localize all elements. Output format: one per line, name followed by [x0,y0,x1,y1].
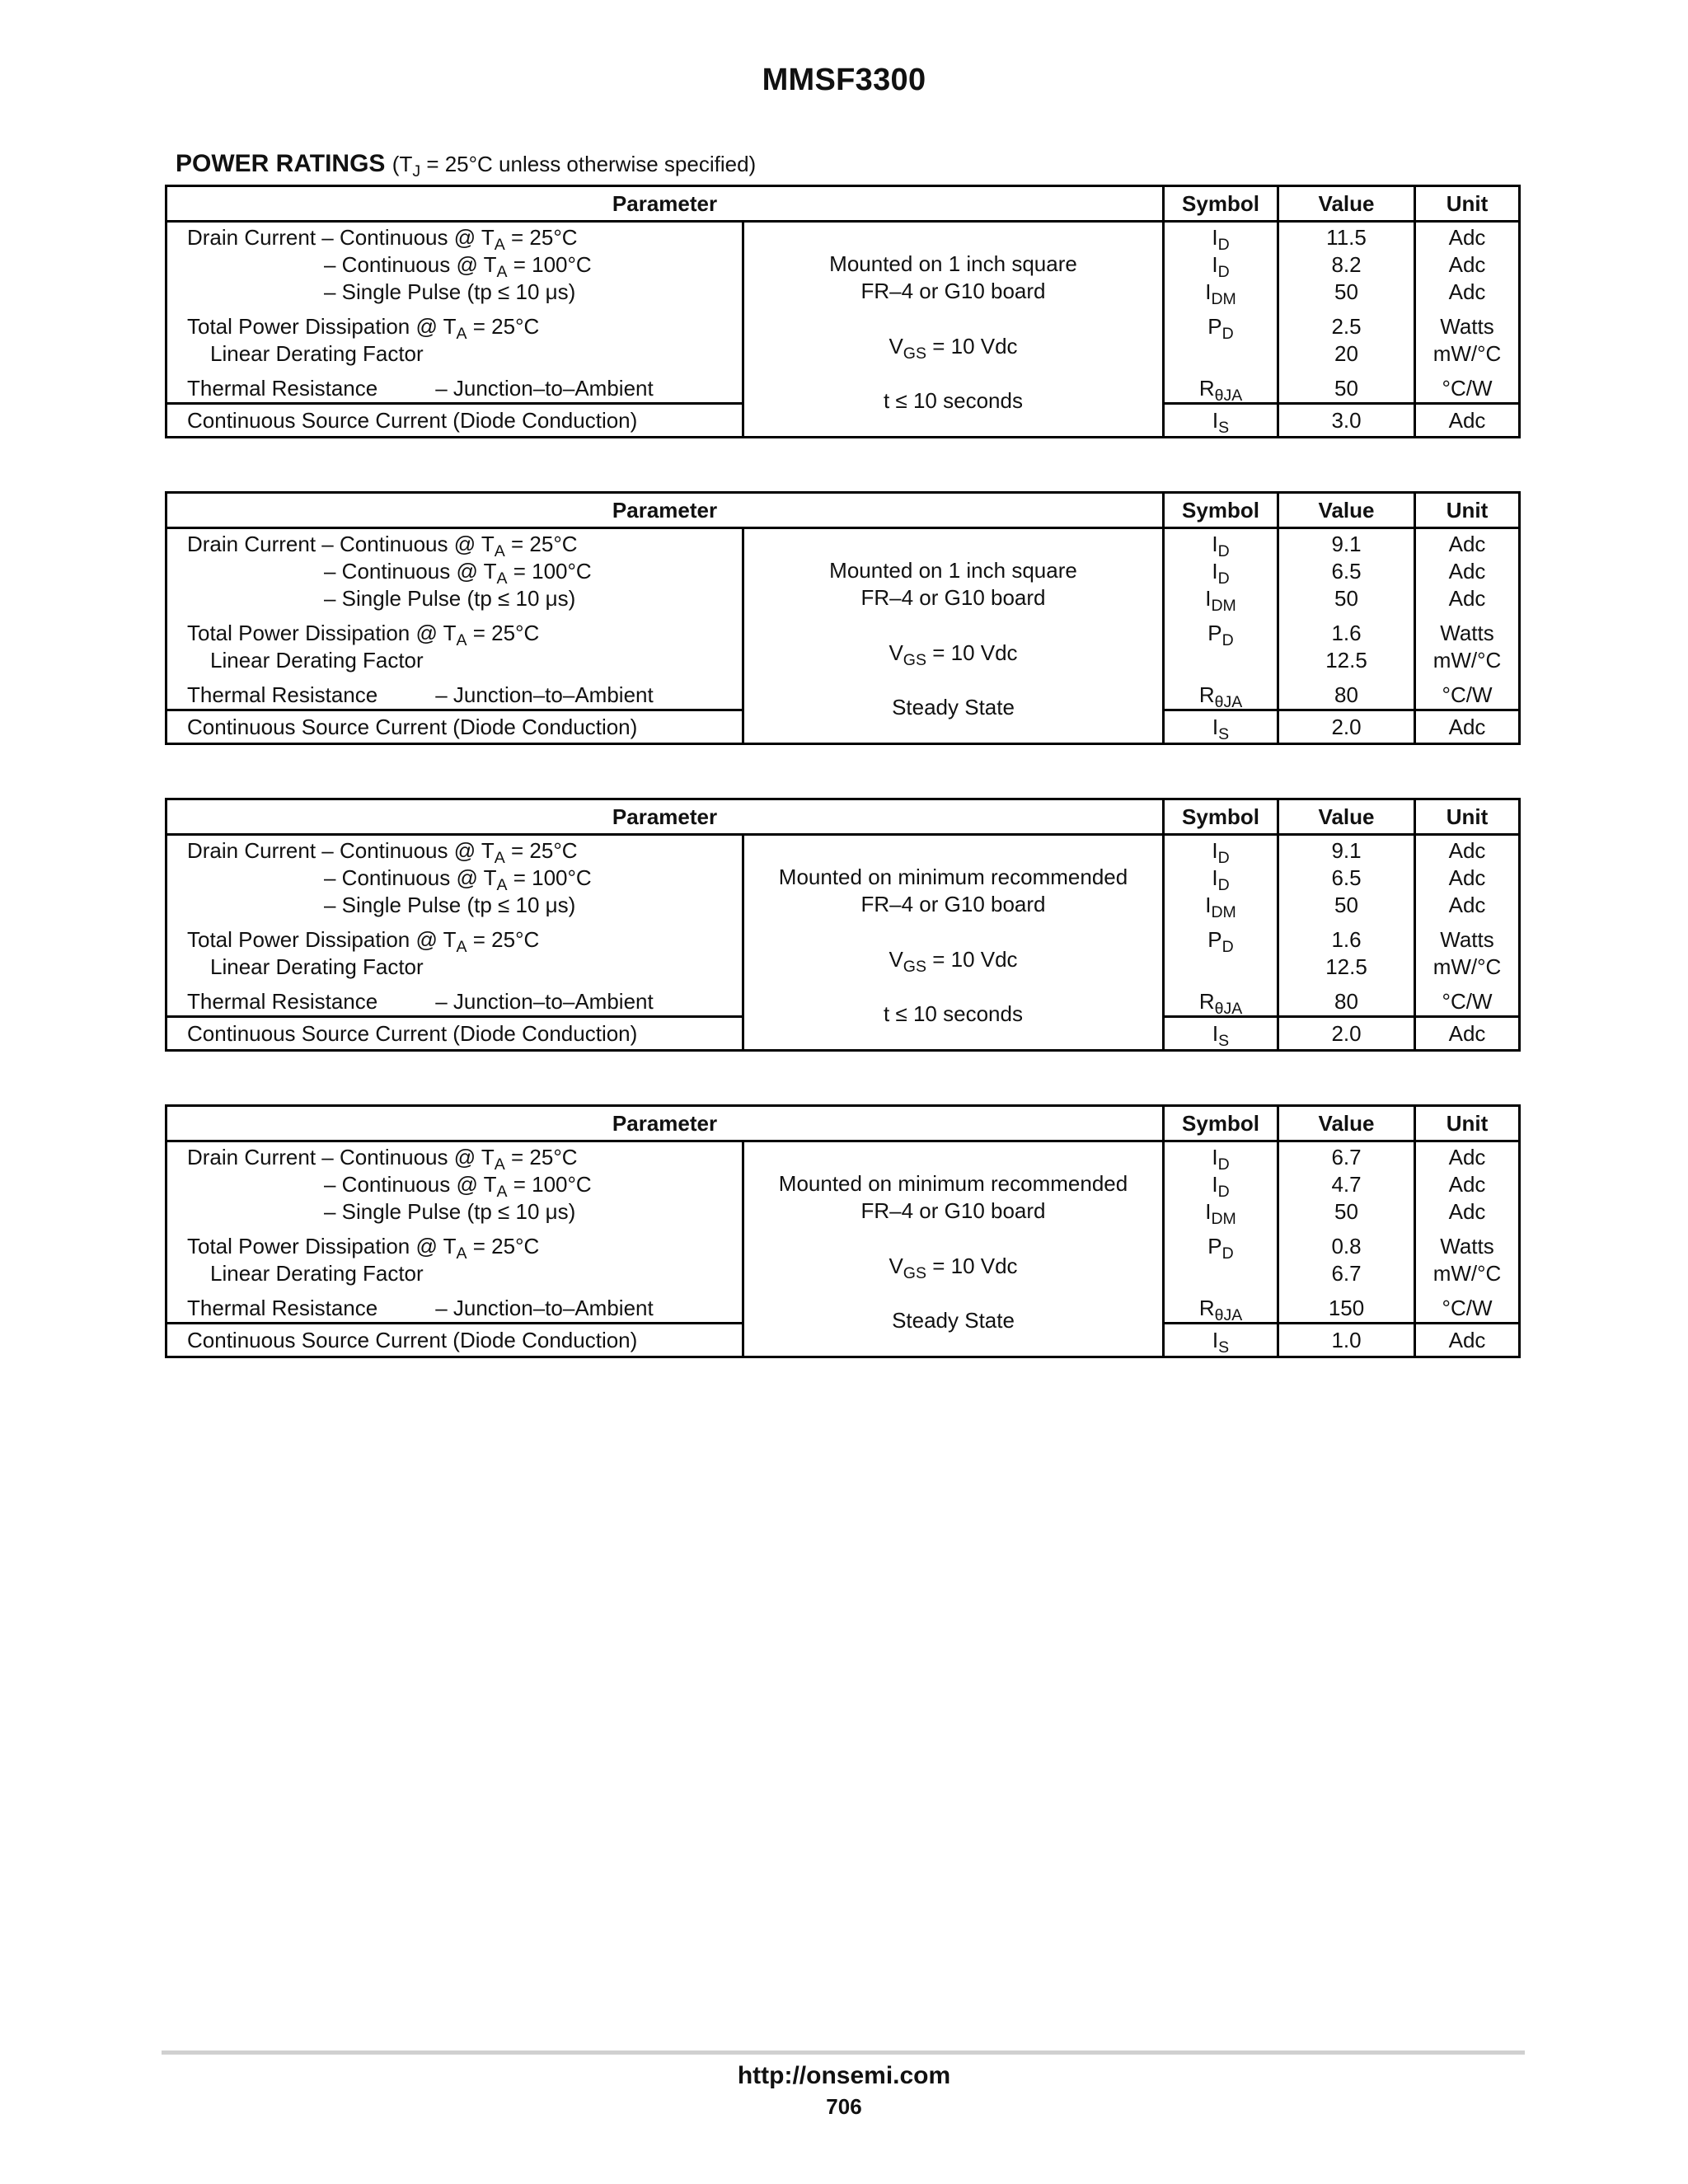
source-current-label: Continuous Source Current (Diode Conduction) [166,1017,743,1051]
table-header-row [166,1106,1520,1141]
table-row [166,835,1520,1017]
table-header-row [166,799,1520,835]
thermal-resistance-label: Thermal Resistance – Junction–to–Ambient [187,989,654,1014]
header-symbol: Symbol [1164,493,1278,528]
source-current-unit: Adc [1415,1324,1520,1357]
condition-cell [743,1141,1164,1357]
source-current-symbol: $I_S$ [1164,1017,1278,1051]
value-cell: 9.1 6.5 50 1.6 12.5 80 [1278,835,1415,1017]
drain-current-25-label: Drain Current – Continuous @ $T_A = 25^\circ C$ [187,532,578,560]
condition-cell [743,835,1164,1051]
unit-cell: Adc Adc Adc Watts mW/°C °C/W [1415,222,1520,404]
power-dissipation-label: Total Power Dissipation @ $T_A = 25^\circ C$ [187,1234,540,1263]
time-condition: t ≤ 10 seconds [884,388,1023,413]
header-symbol: Symbol [1164,1106,1278,1141]
table-header-row [166,493,1520,528]
single-pulse-label: – Single Pulse (tp ≤ 10 μs) [324,893,576,917]
header-parameter: Parameter [166,186,1164,222]
document-title: MMSF3300 [762,63,926,97]
header-unit: Unit [1415,186,1520,222]
gate-voltage-condition: $V_{GS} = 10$ Vdc [889,947,1018,976]
power-ratings-table [165,185,1521,438]
source-current-value: 2.0 [1278,1017,1415,1051]
parameter-cell [166,1141,743,1324]
thermal-resistance-label: Thermal Resistance – Junction–to–Ambient [187,376,654,401]
source-current-value: 2.0 [1278,710,1415,744]
table-row [166,222,1520,404]
mounting-condition: Mounted on minimum recommended FR–4 or G10 board [778,865,1128,916]
value-cell: 11.5 8.2 50 2.5 20 50 [1278,222,1415,404]
page-number: 706 [826,2094,862,2119]
mounting-condition: Mounted on 1 inch square FR–4 or G10 board [829,251,1077,303]
source-current-value: 1.0 [1278,1324,1415,1357]
condition-cell [743,528,1164,744]
power-dissipation-label: Total Power Dissipation @ $T_A = 25^\circ C$ [187,621,540,649]
table-header-row [166,186,1520,222]
linear-derating-label: Linear Derating Factor [210,341,424,366]
linear-derating-label: Linear Derating Factor [210,954,424,979]
time-condition: t ≤ 10 seconds [884,1001,1023,1026]
mounting-condition: Mounted on minimum recommended FR–4 or G10 board [778,1171,1128,1223]
header-symbol: Symbol [1164,186,1278,222]
header-parameter: Parameter [166,493,1164,528]
symbol-cell: $I_D$ $I_D$ $I_{DM}$ $P_D$ $R_{\theta JA}$ [1164,1141,1278,1324]
source-current-unit: Adc [1415,710,1520,744]
drain-current-100-label: – Continuous @ $T_A = 100^\circ C$ [324,1172,592,1201]
drain-current-25-label: Drain Current – Continuous @ $T_A = 25^\circ C$ [187,838,578,867]
thermal-resistance-label: Thermal Resistance – Junction–to–Ambient [187,682,654,707]
power-dissipation-label: Total Power Dissipation @ $T_A = 25^\circ C$ [187,927,540,956]
drain-current-25-label: Drain Current – Continuous @ $T_A = 25^\circ C$ [187,225,578,254]
footer-divider [162,2050,1525,2055]
unit-cell: Adc Adc Adc Watts mW/°C °C/W [1415,528,1520,710]
source-current-symbol: $I_S$ [1164,1324,1278,1357]
header-unit: Unit [1415,1106,1520,1141]
source-current-label: Continuous Source Current (Diode Conduction) [166,710,743,744]
unit-cell: Adc Adc Adc Watts mW/°C °C/W [1415,835,1520,1017]
header-unit: Unit [1415,799,1520,835]
power-ratings-table [165,798,1521,1052]
table-row [166,528,1520,710]
mounting-condition: Mounted on 1 inch square FR–4 or G10 board [829,558,1077,610]
source-current-value: 3.0 [1278,404,1415,438]
drain-current-100-label: – Continuous @ $T_A = 100^\circ C$ [324,252,592,281]
parameter-cell [166,222,743,404]
single-pulse-label: – Single Pulse (tp ≤ 10 μs) [324,586,576,611]
drain-current-100-label: – Continuous @ $T_A = 100^\circ C$ [324,865,592,894]
drain-current-25-label: Drain Current – Continuous @ $T_A = 25^\circ C$ [187,1145,578,1174]
value-cell: 9.1 6.5 50 1.6 12.5 80 [1278,528,1415,710]
unit-cell: Adc Adc Adc Watts mW/°C °C/W [1415,1141,1520,1324]
footer-url-link[interactable]: http://onsemi.com [737,2062,951,2089]
header-value: Value [1278,799,1415,835]
section-condition: ($T_J = 25^\circ C$ unless otherwise specified) [392,152,757,180]
single-pulse-label: – Single Pulse (tp ≤ 10 μs) [324,1199,576,1224]
source-current-label: Continuous Source Current (Diode Conduction) [166,404,743,438]
gate-voltage-condition: $V_{GS} = 10$ Vdc [889,1254,1018,1282]
source-current-symbol: $I_S$ [1164,710,1278,744]
gate-voltage-condition: $V_{GS} = 10$ Vdc [889,334,1018,363]
parameter-cell [166,528,743,710]
symbol-cell: $I_D$ $I_D$ $I_{DM}$ $P_D$ $R_{\theta JA}$ [1164,222,1278,404]
section-title [176,150,756,178]
source-current-unit: Adc [1415,404,1520,438]
header-parameter: Parameter [166,799,1164,835]
header-value: Value [1278,1106,1415,1141]
power-ratings-table [165,1104,1521,1358]
linear-derating-label: Linear Derating Factor [210,1261,424,1286]
thermal-resistance-label: Thermal Resistance – Junction–to–Ambient [187,1296,654,1320]
gate-voltage-condition: $V_{GS} = 10$ Vdc [889,640,1018,669]
header-parameter: Parameter [166,1106,1164,1141]
symbol-cell: $I_D$ $I_D$ $I_{DM}$ $P_D$ $R_{\theta JA}$ [1164,528,1278,710]
table-row [166,1141,1520,1324]
symbol-cell: $I_D$ $I_D$ $I_{DM}$ $P_D$ $R_{\theta JA}$ [1164,835,1278,1017]
source-current-symbol: $I_S$ [1164,404,1278,438]
header-symbol: Symbol [1164,799,1278,835]
drain-current-100-label: – Continuous @ $T_A = 100^\circ C$ [324,559,592,588]
source-current-label: Continuous Source Current (Diode Conduction) [166,1324,743,1357]
time-condition: Steady State [892,1308,1015,1333]
power-ratings-table [165,491,1521,745]
single-pulse-label: – Single Pulse (tp ≤ 10 μs) [324,279,576,304]
source-current-unit: Adc [1415,1017,1520,1051]
time-condition: Steady State [892,695,1015,719]
value-cell: 6.7 4.7 50 0.8 6.7 150 [1278,1141,1415,1324]
header-value: Value [1278,186,1415,222]
linear-derating-label: Linear Derating Factor [210,648,424,673]
header-unit: Unit [1415,493,1520,528]
section-heading: POWER RATINGS [176,150,386,177]
header-value: Value [1278,493,1415,528]
power-dissipation-label: Total Power Dissipation @ $T_A = 25^\circ C$ [187,314,540,343]
parameter-cell [166,835,743,1017]
condition-cell [743,222,1164,438]
